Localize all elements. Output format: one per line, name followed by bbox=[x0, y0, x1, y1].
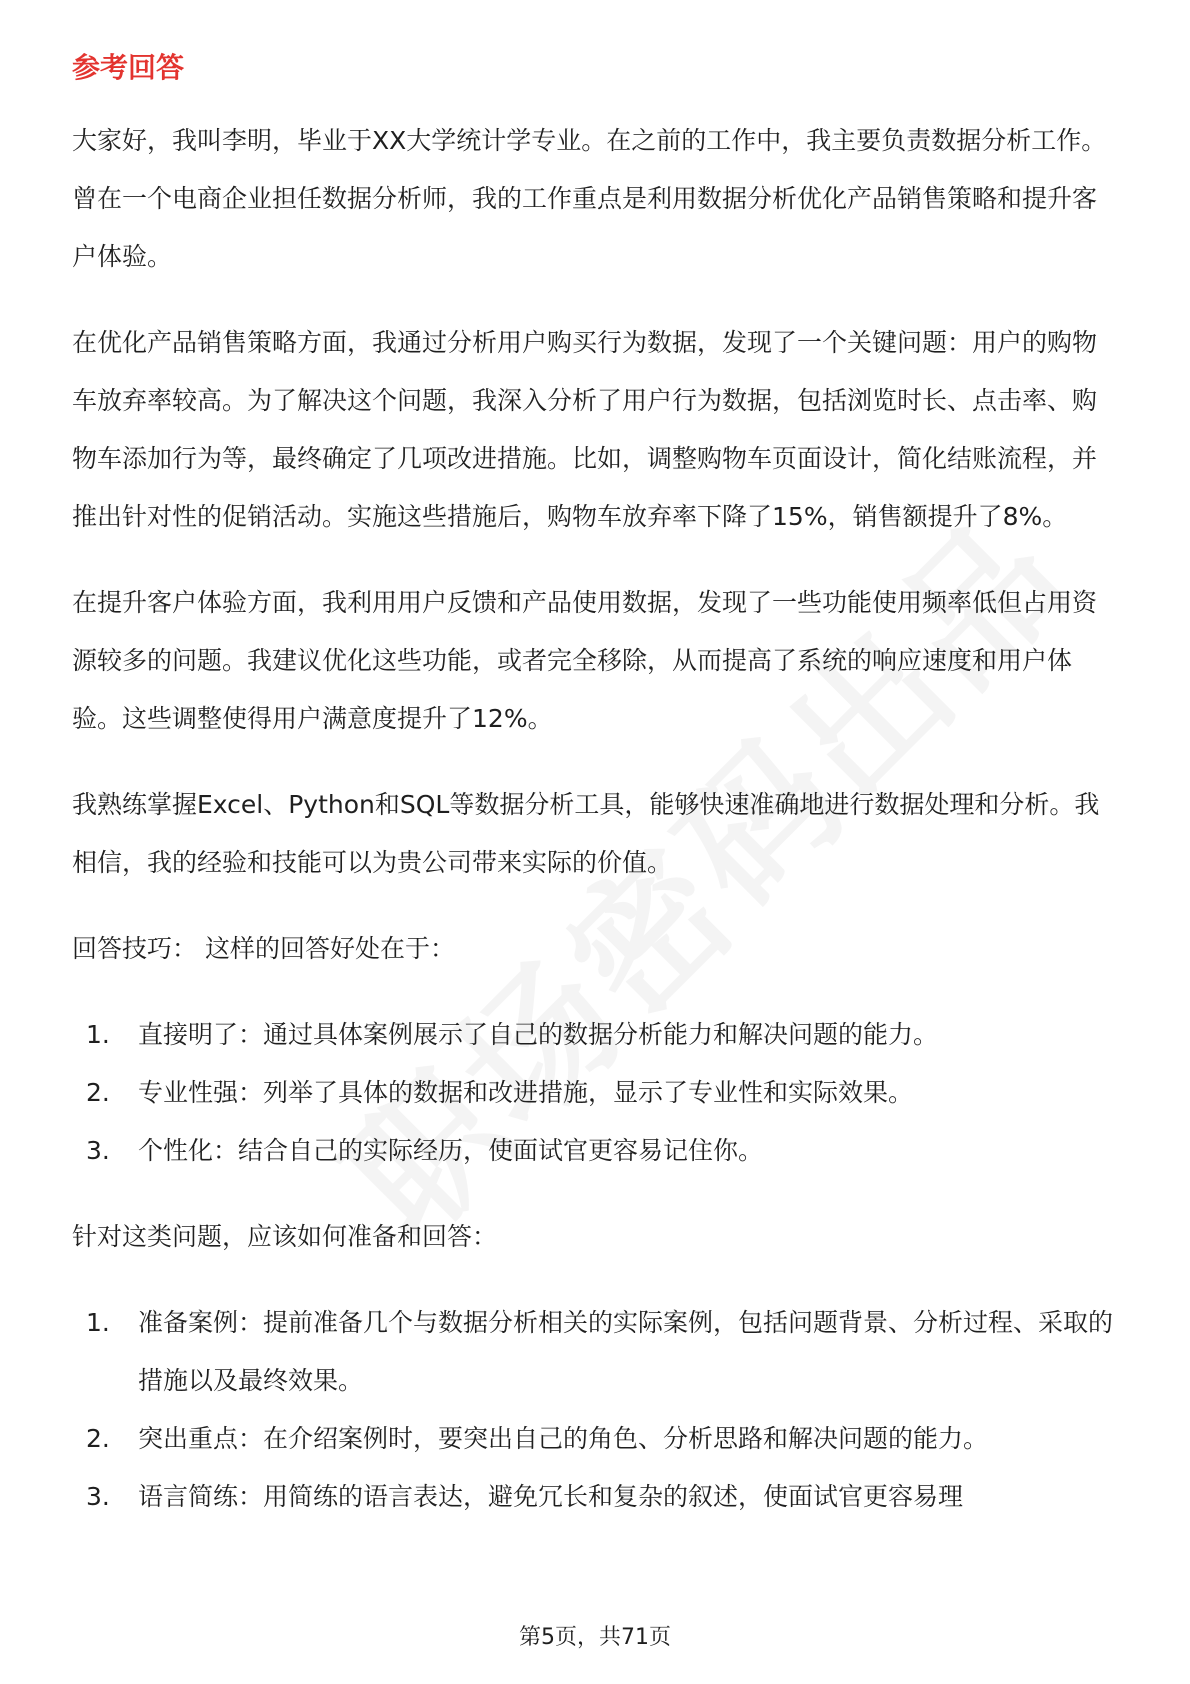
list-number: 3. bbox=[86, 1136, 110, 1165]
list-number: 1. bbox=[86, 1020, 110, 1049]
paragraph-intro: 大家好，我叫李明，毕业于XX大学统计学专业。在之前的工作中，我主要负责数据分析工作。曾在一个电商企业担任数据分析师，我的工作重点是利用数据分析优化产品销售策略和提升客户体验。 bbox=[72, 126, 1107, 271]
list-number: 3. bbox=[86, 1482, 110, 1511]
list-item bbox=[86, 1410, 1120, 1468]
paragraph-customer-experience: 在提升客户体验方面，我利用用户反馈和产品使用数据，发现了一些功能使用频率低但占用资源较多的问题。我建议优化这些功能，或者完全移除，从而提高了系统的响应速度和用户体验。这些调整使得用户满意度提升了12%。 bbox=[72, 588, 1098, 733]
list-item bbox=[86, 1122, 1120, 1180]
list-text: 突出重点：在介绍案例时，要突出自己的角色、分析思路和解决问题的能力。 bbox=[138, 1424, 989, 1453]
list-item bbox=[86, 1468, 1120, 1526]
tips-list bbox=[72, 1006, 1120, 1180]
page-footer: 第5页，共71页 bbox=[519, 1625, 671, 1650]
tips-title: 回答技巧： 这样的回答好处在于： bbox=[72, 934, 455, 963]
list-text: 直接明了：通过具体案例展示了自己的数据分析能力和解决问题的能力。 bbox=[138, 1020, 939, 1049]
list-number: 2. bbox=[86, 1078, 110, 1107]
list-text: 个性化：结合自己的实际经历，使面试官更容易记住你。 bbox=[138, 1136, 764, 1165]
paragraph-skills: 我熟练掌握Excel、Python和SQL等数据分析工具，能够快速准确地进行数据处理和分析。我相信，我的经验和技能可以为贵公司带来实际的价值。 bbox=[72, 790, 1100, 877]
section-heading: 参考回答 bbox=[72, 51, 185, 84]
paragraph-sales-strategy: 在优化产品销售策略方面，我通过分析用户购买行为数据，发现了一个关键问题：用户的购物车放弃率较高。为了解决这个问题，我深入分析了用户行为数据，包括浏览时长、点击率、购物车添加行为等，最终确定了几项改进措施。比如，调整购物车页面设计，简化结账流程，并推出针对性的促销活动。实施这些措施后，购物车放弃率下降了15%，销售额提升了8%。 bbox=[72, 328, 1098, 531]
prep-title: 针对这类问题，应该如何准备和回答： bbox=[72, 1222, 498, 1251]
list-number: 1. bbox=[86, 1308, 110, 1337]
list-text: 语言简练：用简练的语言表达，避免冗长和复杂的叙述，使面试官更容易理 bbox=[138, 1482, 964, 1511]
list-text: 专业性强：列举了具体的数据和改进措施，显示了专业性和实际效果。 bbox=[138, 1078, 914, 1107]
list-number: 2. bbox=[86, 1424, 110, 1453]
list-text: 准备案例：提前准备几个与数据分析相关的实际案例，包括问题背景、分析过程、采取的措施以及最终效果。 bbox=[138, 1308, 1114, 1395]
prep-list bbox=[72, 1294, 1120, 1526]
answer-content bbox=[72, 112, 1120, 1554]
list-item bbox=[86, 1006, 1120, 1064]
list-item bbox=[86, 1064, 1120, 1122]
list-item bbox=[86, 1294, 1120, 1410]
